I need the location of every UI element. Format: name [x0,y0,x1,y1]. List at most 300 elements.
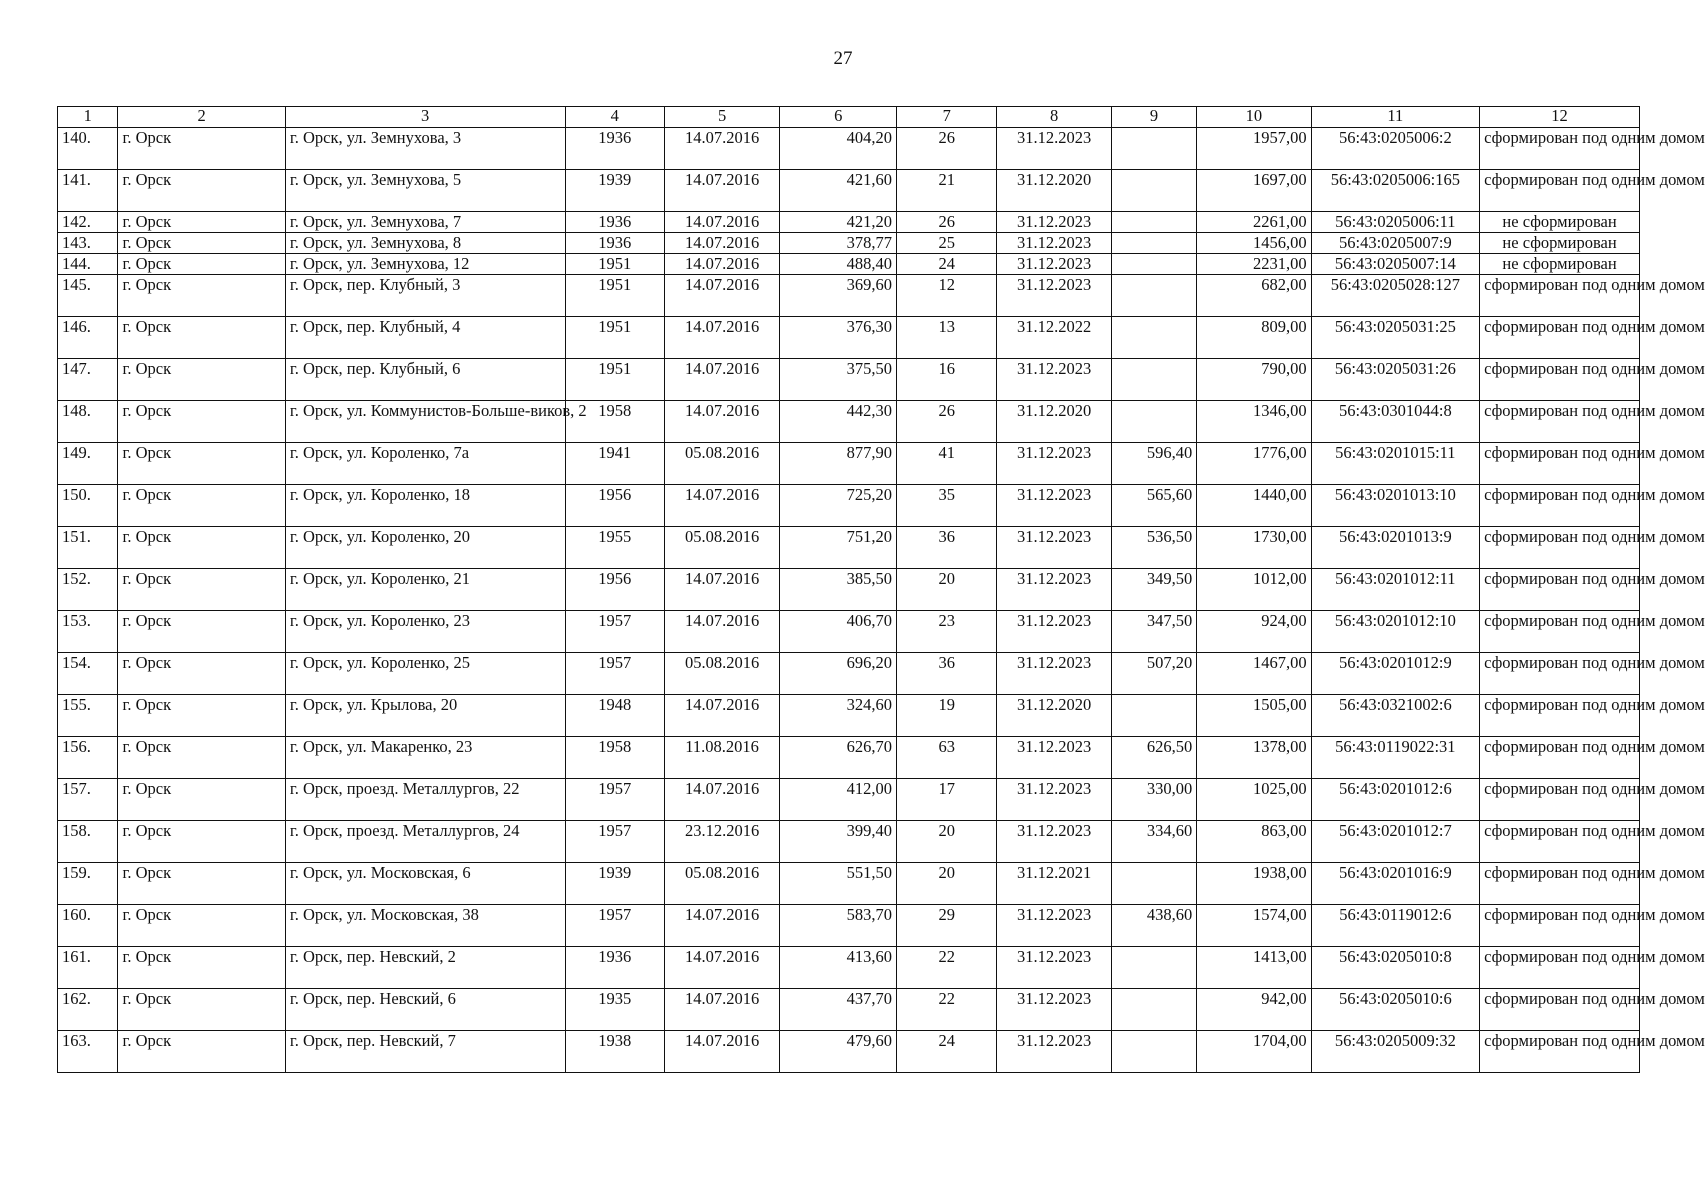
table-row [58,821,1640,863]
cell-col-8: 31.12.2023 [997,254,1111,275]
cell-col-3: г. Орск, пер. Невский, 2 [285,947,565,989]
cell-col-4: 1957 [565,905,664,947]
cell-col-5: 14.07.2016 [664,569,780,611]
cell-col-6: 877,90 [780,443,897,485]
cell-col-6: 369,60 [780,275,897,317]
cell-col-2: г. Орск [118,527,285,569]
column-header-11: 11 [1311,107,1479,128]
cell-col-3: г. Орск, ул. Короленко, 18 [285,485,565,527]
table-row [58,527,1640,569]
cell-col-7: 23 [897,611,997,653]
cell-col-8: 31.12.2023 [997,569,1111,611]
cell-col-11: 56:43:0205031:25 [1311,317,1479,359]
cell-col-10: 2231,00 [1197,254,1311,275]
cell-col-2: г. Орск [118,170,285,212]
cell-col-2: г. Орск [118,947,285,989]
cell-col-1: 151. [58,527,118,569]
cell-col-11: 56:43:0201015:11 [1311,443,1479,485]
table-row [58,128,1640,170]
cell-col-5: 05.08.2016 [664,527,780,569]
cell-col-10: 1025,00 [1197,779,1311,821]
cell-col-10: 1378,00 [1197,737,1311,779]
table-row [58,317,1640,359]
cell-col-9: 349,50 [1111,569,1196,611]
cell-col-11: 56:43:0201012:6 [1311,779,1479,821]
cell-col-4: 1936 [565,233,664,254]
cell-col-12: сформирован под одним домом [1480,443,1640,485]
cell-col-2: г. Орск [118,233,285,254]
cell-col-9 [1111,401,1196,443]
cell-col-5: 05.08.2016 [664,863,780,905]
column-number-row [58,107,1640,128]
column-header-10: 10 [1197,107,1311,128]
cell-col-1: 140. [58,128,118,170]
table-row [58,863,1640,905]
table-row [58,485,1640,527]
table-row [58,1031,1640,1073]
cell-col-12: сформирован под одним домом [1480,359,1640,401]
cell-col-12: сформирован под одним домом [1480,989,1640,1031]
cell-col-4: 1957 [565,611,664,653]
cell-col-11: 56:43:0205031:26 [1311,359,1479,401]
cell-col-11: 56:43:0205009:32 [1311,1031,1479,1073]
cell-col-9 [1111,128,1196,170]
cell-col-5: 14.07.2016 [664,128,780,170]
cell-col-3: г. Орск, ул. Земнухова, 12 [285,254,565,275]
cell-col-6: 442,30 [780,401,897,443]
cell-col-10: 1938,00 [1197,863,1311,905]
cell-col-5: 14.07.2016 [664,695,780,737]
cell-col-4: 1957 [565,653,664,695]
cell-col-3: г. Орск, пер. Клубный, 6 [285,359,565,401]
cell-col-8: 31.12.2023 [997,1031,1111,1073]
cell-col-3: г. Орск, ул. Короленко, 21 [285,569,565,611]
cell-col-5: 14.07.2016 [664,1031,780,1073]
cell-col-7: 22 [897,989,997,1031]
cell-col-10: 1704,00 [1197,1031,1311,1073]
table-row [58,611,1640,653]
cell-col-1: 161. [58,947,118,989]
cell-col-1: 163. [58,1031,118,1073]
cell-col-1: 156. [58,737,118,779]
cell-col-12: сформирован под одним домом [1480,695,1640,737]
cell-col-11: 56:43:0201012:9 [1311,653,1479,695]
cell-col-8: 31.12.2023 [997,212,1111,233]
table-row [58,254,1640,275]
cell-col-3: г. Орск, ул. Московская, 6 [285,863,565,905]
cell-col-12: сформирован под одним домом [1480,947,1640,989]
cell-col-2: г. Орск [118,611,285,653]
cell-col-3: г. Орск, пер. Невский, 7 [285,1031,565,1073]
cell-col-5: 14.07.2016 [664,905,780,947]
table-body [58,128,1705,1073]
cell-col-4: 1951 [565,317,664,359]
cell-col-8: 31.12.2023 [997,947,1111,989]
cell-col-3: г. Орск, ул. Короленко, 23 [285,611,565,653]
cell-col-6: 376,30 [780,317,897,359]
cell-col-2: г. Орск [118,989,285,1031]
cell-col-3: г. Орск, ул. Земнухова, 5 [285,170,565,212]
cell-col-10: 1346,00 [1197,401,1311,443]
cell-col-5: 14.07.2016 [664,485,780,527]
column-header-7: 7 [897,107,997,128]
cell-col-9 [1111,275,1196,317]
cell-col-4: 1951 [565,275,664,317]
cell-col-12: не сформирован [1480,212,1640,233]
table-row [58,989,1640,1031]
cell-col-12: сформирован под одним домом [1480,821,1640,863]
table-row [58,905,1640,947]
cell-col-11: 56:43:0205006:11 [1311,212,1479,233]
cell-col-7: 12 [897,275,997,317]
cell-col-1: 143. [58,233,118,254]
cell-col-9 [1111,254,1196,275]
cell-col-3: г. Орск, ул. Коммунистов-Больше-виков, 2 [285,401,565,443]
cell-col-9: 565,60 [1111,485,1196,527]
cell-col-5: 14.07.2016 [664,254,780,275]
cell-col-6: 375,50 [780,359,897,401]
cell-col-7: 41 [897,443,997,485]
table-row [58,170,1640,212]
column-header-2: 2 [118,107,285,128]
cell-col-12: сформирован под одним домом [1480,485,1640,527]
cell-col-5: 14.07.2016 [664,947,780,989]
table-row [58,443,1640,485]
cell-col-3: г. Орск, пер. Клубный, 4 [285,317,565,359]
cell-col-12: сформирован под одним домом [1480,275,1640,317]
cell-col-5: 14.07.2016 [664,611,780,653]
cell-col-1: 148. [58,401,118,443]
cell-col-5: 14.07.2016 [664,212,780,233]
cell-col-9 [1111,695,1196,737]
cell-col-5: 14.07.2016 [664,989,780,1031]
cell-col-7: 35 [897,485,997,527]
cell-col-5: 14.07.2016 [664,401,780,443]
cell-col-8: 31.12.2023 [997,527,1111,569]
cell-col-6: 551,50 [780,863,897,905]
cell-col-11: 56:43:0205028:127 [1311,275,1479,317]
column-header-9: 9 [1111,107,1196,128]
cell-col-8: 31.12.2022 [997,317,1111,359]
cell-col-7: 24 [897,254,997,275]
cell-col-4: 1938 [565,1031,664,1073]
cell-col-12: не сформирован [1480,254,1640,275]
table-row [58,569,1640,611]
cell-col-7: 63 [897,737,997,779]
table-row [58,737,1640,779]
cell-col-4: 1956 [565,569,664,611]
cell-col-9: 438,60 [1111,905,1196,947]
column-header-8: 8 [997,107,1111,128]
cell-col-12: сформирован под одним домом [1480,1031,1640,1073]
cell-col-12: сформирован под одним домом [1480,905,1640,947]
cell-col-4: 1957 [565,779,664,821]
cell-col-1: 141. [58,170,118,212]
cell-col-12: сформирован под одним домом [1480,653,1640,695]
cell-col-6: 488,40 [780,254,897,275]
cell-col-4: 1936 [565,128,664,170]
cell-col-7: 13 [897,317,997,359]
cell-col-5: 05.08.2016 [664,443,780,485]
cell-col-4: 1936 [565,947,664,989]
table-row [58,401,1640,443]
table-row [58,947,1640,989]
cell-col-7: 36 [897,653,997,695]
cell-col-2: г. Орск [118,317,285,359]
cell-col-6: 725,20 [780,485,897,527]
cell-col-10: 1574,00 [1197,905,1311,947]
cell-col-1: 145. [58,275,118,317]
cell-col-9: 330,00 [1111,779,1196,821]
cell-col-2: г. Орск [118,359,285,401]
cell-col-6: 751,20 [780,527,897,569]
cell-col-2: г. Орск [118,443,285,485]
cell-col-2: г. Орск [118,1031,285,1073]
cell-col-1: 154. [58,653,118,695]
cell-col-7: 36 [897,527,997,569]
cell-col-11: 56:43:0201013:10 [1311,485,1479,527]
table-row [58,233,1640,254]
column-header-1: 1 [58,107,118,128]
cell-col-1: 149. [58,443,118,485]
cell-col-10: 1440,00 [1197,485,1311,527]
cell-col-12: сформирован под одним домом [1480,128,1640,170]
cell-col-3: г. Орск, проезд. Металлургов, 22 [285,779,565,821]
cell-col-2: г. Орск [118,401,285,443]
column-header-3: 3 [285,107,565,128]
cell-col-11: 56:43:0201013:9 [1311,527,1479,569]
cell-col-2: г. Орск [118,779,285,821]
cell-col-2: г. Орск [118,653,285,695]
cell-col-2: г. Орск [118,128,285,170]
cell-col-8: 31.12.2023 [997,779,1111,821]
cell-col-1: 158. [58,821,118,863]
cell-col-8: 31.12.2023 [997,653,1111,695]
cell-col-2: г. Орск [118,569,285,611]
column-header-4: 4 [565,107,664,128]
cell-col-5: 23.12.2016 [664,821,780,863]
page-number: 27 [833,48,853,69]
cell-col-4: 1958 [565,401,664,443]
cell-col-1: 147. [58,359,118,401]
cell-col-4: 1956 [565,485,664,527]
cell-col-5: 14.07.2016 [664,779,780,821]
cell-col-6: 421,60 [780,170,897,212]
table-row [58,779,1640,821]
cell-col-10: 790,00 [1197,359,1311,401]
cell-col-3: г. Орск, ул. Московская, 38 [285,905,565,947]
cell-col-8: 31.12.2023 [997,821,1111,863]
table-row [58,359,1640,401]
cell-col-11: 56:43:0301044:8 [1311,401,1479,443]
cell-col-7: 16 [897,359,997,401]
cell-col-3: г. Орск, ул. Земнухова, 8 [285,233,565,254]
cell-col-4: 1955 [565,527,664,569]
cell-col-6: 404,20 [780,128,897,170]
cell-col-7: 24 [897,1031,997,1073]
cell-col-11: 56:43:0201012:7 [1311,821,1479,863]
cell-col-10: 1456,00 [1197,233,1311,254]
cell-col-1: 160. [58,905,118,947]
cell-col-9 [1111,317,1196,359]
cell-col-11: 56:43:0119022:31 [1311,737,1479,779]
cell-col-12: сформирован под одним домом [1480,170,1640,212]
cell-col-10: 1730,00 [1197,527,1311,569]
cell-col-5: 05.08.2016 [664,653,780,695]
cell-col-6: 385,50 [780,569,897,611]
cell-col-12: сформирован под одним домом [1480,863,1640,905]
cell-col-6: 406,70 [780,611,897,653]
table-row [58,275,1640,317]
cell-col-8: 31.12.2023 [997,611,1111,653]
cell-col-11: 56:43:0205010:8 [1311,947,1479,989]
cell-col-4: 1935 [565,989,664,1031]
cell-col-11: 56:43:0201012:11 [1311,569,1479,611]
cell-col-1: 159. [58,863,118,905]
cell-col-10: 1505,00 [1197,695,1311,737]
cell-col-6: 437,70 [780,989,897,1031]
cell-col-12: сформирован под одним домом [1480,317,1640,359]
cell-col-6: 479,60 [780,1031,897,1073]
cell-col-10: 924,00 [1197,611,1311,653]
cell-col-2: г. Орск [118,485,285,527]
cell-col-12: сформирован под одним домом [1480,737,1640,779]
cell-col-9: 536,50 [1111,527,1196,569]
cell-col-5: 14.07.2016 [664,317,780,359]
cell-col-9 [1111,947,1196,989]
cell-col-12: не сформирован [1480,233,1640,254]
cell-col-10: 1776,00 [1197,443,1311,485]
cell-col-1: 162. [58,989,118,1031]
column-header-6: 6 [780,107,897,128]
cell-col-4: 1951 [565,254,664,275]
cell-col-10: 682,00 [1197,275,1311,317]
cell-col-3: г. Орск, пер. Клубный, 3 [285,275,565,317]
cell-col-11: 56:43:0201012:10 [1311,611,1479,653]
cell-col-8: 31.12.2023 [997,989,1111,1031]
cell-col-9 [1111,863,1196,905]
cell-col-8: 31.12.2023 [997,737,1111,779]
cell-col-4: 1948 [565,695,664,737]
cell-col-12: сформирован под одним домом [1480,401,1640,443]
column-header-5: 5 [664,107,780,128]
cell-col-3: г. Орск, проезд. Металлургов, 24 [285,821,565,863]
cell-col-3: г. Орск, ул. Короленко, 20 [285,527,565,569]
cell-col-5: 14.07.2016 [664,359,780,401]
cell-col-4: 1958 [565,737,664,779]
cell-col-10: 2261,00 [1197,212,1311,233]
cell-col-9 [1111,1031,1196,1073]
cell-col-7: 22 [897,947,997,989]
cell-col-2: г. Орск [118,212,285,233]
cell-col-8: 31.12.2023 [997,233,1111,254]
cell-col-11: 56:43:0119012:6 [1311,905,1479,947]
cell-col-1: 155. [58,695,118,737]
cell-col-2: г. Орск [118,254,285,275]
cell-col-7: 26 [897,212,997,233]
cell-col-1: 146. [58,317,118,359]
cell-col-10: 942,00 [1197,989,1311,1031]
cell-col-6: 412,00 [780,779,897,821]
cell-col-12: сформирован под одним домом [1480,611,1640,653]
cell-col-4: 1936 [565,212,664,233]
cell-col-7: 26 [897,128,997,170]
cell-col-7: 20 [897,863,997,905]
cell-col-6: 583,70 [780,905,897,947]
cell-col-8: 31.12.2023 [997,128,1111,170]
cell-col-6: 421,20 [780,212,897,233]
cell-col-10: 863,00 [1197,821,1311,863]
cell-col-1: 153. [58,611,118,653]
cell-col-7: 29 [897,905,997,947]
cell-col-11: 56:43:0205006:165 [1311,170,1479,212]
cell-col-2: г. Орск [118,695,285,737]
cell-col-12: сформирован под одним домом [1480,527,1640,569]
cell-col-12: сформирован под одним домом [1480,569,1640,611]
cell-col-3: г. Орск, ул. Крылова, 20 [285,695,565,737]
cell-col-6: 696,20 [780,653,897,695]
cell-col-11: 56:43:0205010:6 [1311,989,1479,1031]
cell-col-2: г. Орск [118,275,285,317]
cell-col-6: 626,70 [780,737,897,779]
cell-col-5: 14.07.2016 [664,233,780,254]
cell-col-9 [1111,170,1196,212]
cell-col-8: 31.12.2023 [997,485,1111,527]
cell-col-1: 152. [58,569,118,611]
cell-col-1: 157. [58,779,118,821]
cell-col-2: г. Орск [118,737,285,779]
cell-col-8: 31.12.2023 [997,359,1111,401]
column-header-12: 12 [1480,107,1640,128]
cell-col-9 [1111,212,1196,233]
cell-col-8: 31.12.2023 [997,905,1111,947]
cell-col-11: 56:43:0205007:14 [1311,254,1479,275]
cell-col-6: 413,60 [780,947,897,989]
cell-col-5: 11.08.2016 [664,737,780,779]
cell-col-2: г. Орск [118,863,285,905]
table-row [58,212,1640,233]
cell-col-3: г. Орск, ул. Земнухова, 3 [285,128,565,170]
cell-col-6: 399,40 [780,821,897,863]
cell-col-7: 20 [897,821,997,863]
cell-col-11: 56:43:0205006:2 [1311,128,1479,170]
cell-col-9: 507,20 [1111,653,1196,695]
cell-col-8: 31.12.2020 [997,170,1111,212]
cell-col-10: 1413,00 [1197,947,1311,989]
cell-col-8: 31.12.2023 [997,443,1111,485]
cell-col-8: 31.12.2020 [997,401,1111,443]
cell-col-3: г. Орск, ул. Короленко, 25 [285,653,565,695]
table-row [58,695,1640,737]
table-row [58,653,1640,695]
cell-col-10: 1697,00 [1197,170,1311,212]
cell-col-3: г. Орск, ул. Земнухова, 7 [285,212,565,233]
cell-col-9: 334,60 [1111,821,1196,863]
cell-col-3: г. Орск, ул. Короленко, 7а [285,443,565,485]
cell-col-11: 56:43:0321002:6 [1311,695,1479,737]
cell-col-7: 25 [897,233,997,254]
cell-col-4: 1939 [565,170,664,212]
cell-col-12: сформирован под одним домом [1480,779,1640,821]
cell-col-1: 150. [58,485,118,527]
cell-col-4: 1951 [565,359,664,401]
cell-col-6: 378,77 [780,233,897,254]
cell-col-7: 17 [897,779,997,821]
cell-col-9 [1111,989,1196,1031]
cell-col-4: 1941 [565,443,664,485]
cell-col-4: 1939 [565,863,664,905]
cell-col-10: 1467,00 [1197,653,1311,695]
